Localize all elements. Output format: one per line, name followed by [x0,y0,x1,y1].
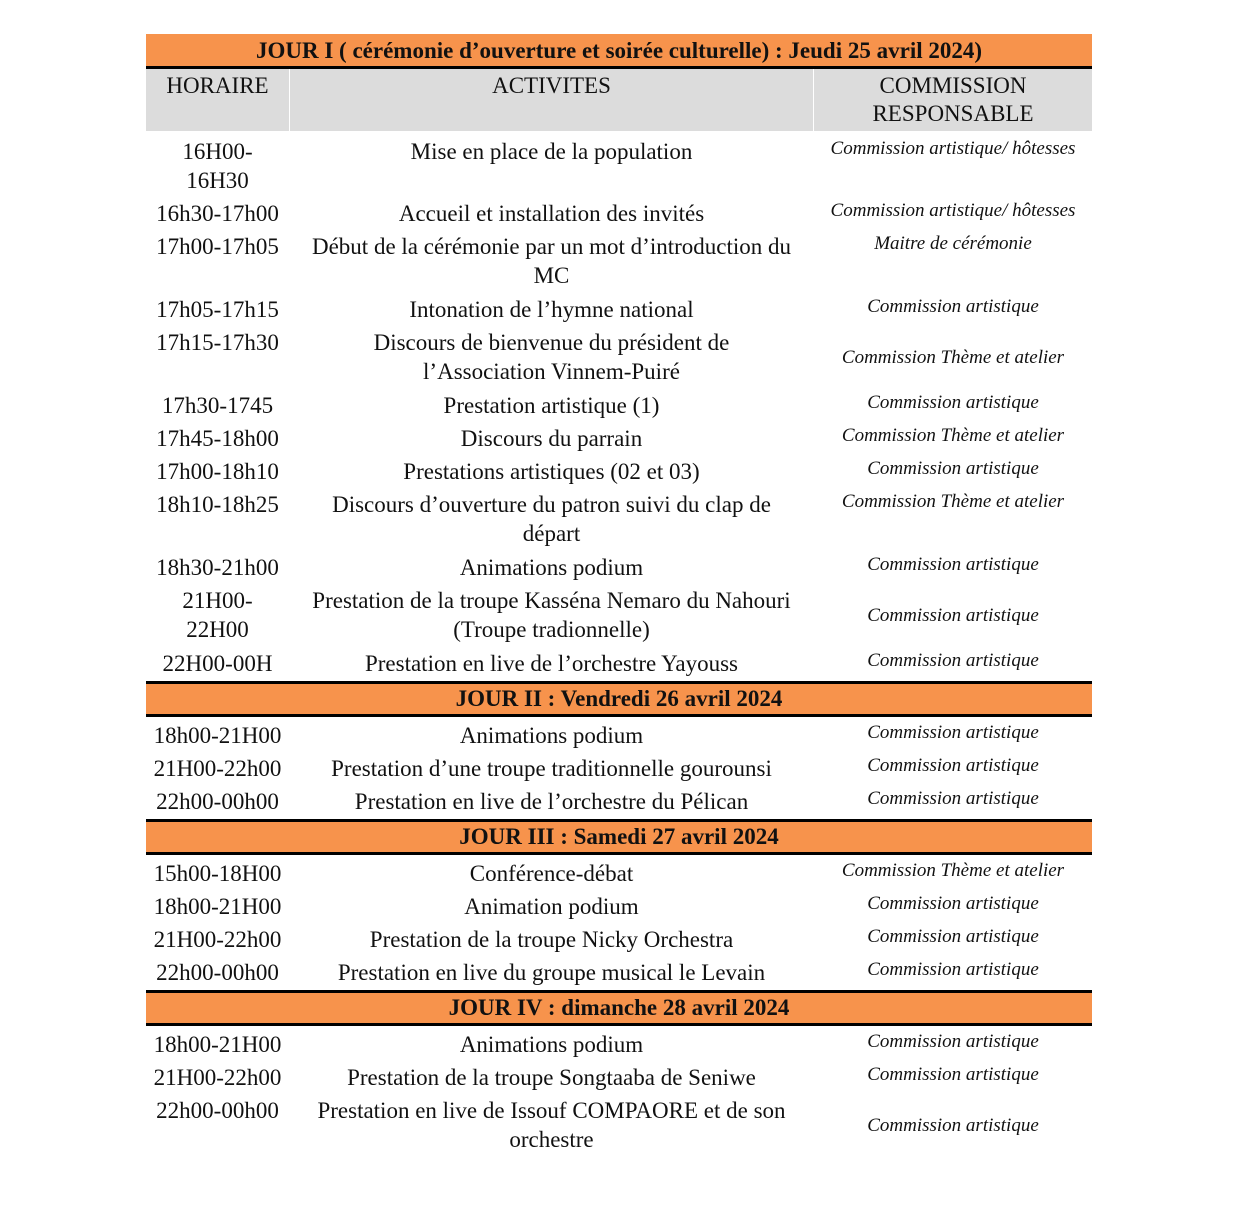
row-activity: Animation podium [464,894,639,919]
row-commission: Commission Thème et atelier [841,491,1065,512]
table-row [146,584,1092,647]
row-time: 17h15-17h30 [156,330,279,355]
row-time: 17h00-17h05 [156,234,279,259]
table-row [146,135,1092,197]
table-row [146,785,1092,817]
row-time: 17h00-18h10 [156,459,279,484]
column-horaire: HORAIRE [146,69,290,131]
row-commission: Commission artistique [867,554,1039,575]
row-activity: Prestation en live de Issouf COMPAORE et de son orchestre [317,1098,786,1152]
row-commission: Commission artistique [867,1064,1039,1085]
row-time: 22h00-00h00 [156,789,279,814]
row-time: 17h30-1745 [161,393,274,418]
row-activity: Mise en place de la population [410,139,693,164]
row-time: 22h00-00h00 [156,1098,279,1123]
row-activity: Prestations artistiques (02 et 03) [403,459,700,484]
table-row [146,293,1092,326]
row-activity: Animations podium [459,723,644,748]
row-activity: Prestation de la troupe Nicky Orchestra [369,927,734,952]
table-row [146,1094,1092,1157]
row-commission: Commission Thème et atelier [841,346,1065,368]
table-row [146,923,1092,956]
row-commission: Commission artistique [867,959,1039,980]
row-commission: Commission artistique [867,458,1039,479]
row-commission: Maitre de cérémonie [874,233,1032,254]
row-time: 18h30-21h00 [156,555,279,580]
row-commission: Commission artistique/ hôtesses [830,200,1076,221]
table-row [146,1028,1092,1061]
table-row [146,197,1092,230]
program-table [146,34,1092,1159]
row-time: 17h05-17h15 [156,297,279,322]
row-time: 16h30-17h00 [156,201,279,226]
table-row [146,1061,1092,1094]
row-activity: Animations podium [459,555,644,580]
row-activity: Prestation de la troupe Kasséna Nemaro du Nahouri (Troupe tradionnelle) [312,588,791,642]
row-time: 21H00-22H00 [182,588,253,642]
day-1-rows [146,131,1092,681]
row-time: 18h00-21H00 [153,1032,282,1057]
row-activity: Discours du parrain [460,426,643,451]
row-activity: Accueil et installation des invités [398,201,705,226]
day-1-header: JOUR I ( cérémonie d’ouverture et soirée culturelle) : Jeudi 25 avril 2024) [146,34,1092,69]
row-commission: Commission artistique [867,755,1039,776]
row-time: 17h45-18h00 [156,426,279,451]
row-activity: Début de la cérémonie par un mot d’introduction du MC [311,234,792,288]
table-row [146,890,1092,923]
table-row [146,455,1092,488]
day-3-header: JOUR III : Samedi 27 avril 2024 [146,819,1092,855]
row-activity: Discours d’ouverture du patron suivi du clap de départ [332,492,771,546]
row-commission: Commission artistique [867,392,1039,413]
row-activity: Discours de bienvenue du président de l’Association Vinnem-Puiré [373,330,730,384]
row-commission: Commission artistique [867,788,1039,809]
row-time: 18h00-21H00 [153,723,282,748]
row-time: 21H00-22h00 [153,1065,282,1090]
row-activity: Prestation en live de l’orchestre Yayouss [364,651,739,676]
row-commission: Commission Thème et atelier [841,425,1065,446]
row-activity: Animations podium [459,1032,644,1057]
day-2-rows [146,717,1092,819]
row-commission: Commission artistique [867,722,1039,743]
row-activity: Intonation de l’hymne national [409,297,694,322]
table-row [146,956,1092,988]
row-commission: Commission artistique [867,1031,1039,1052]
row-commission: Commission artistique [867,650,1039,671]
day-3-rows [146,855,1092,990]
row-time: 15h00-18H00 [153,861,282,886]
row-activity: Prestation en live de l’orchestre du Pélican [354,789,749,814]
table-row [146,857,1092,890]
table-row [146,752,1092,785]
row-activity: Prestation d’une troupe traditionnelle gourounsi [331,756,772,781]
row-commission: Commission artistique [867,1114,1039,1136]
row-commission: Commission artistique/ hôtesses [830,138,1076,159]
table-row [146,647,1092,679]
table-row [146,551,1092,584]
table-row [146,719,1092,752]
day-4-header: JOUR IV : dimanche 28 avril 2024 [146,990,1092,1026]
table-row [146,326,1092,389]
column-commission: COMMISSION RESPONSABLE [872,73,1034,126]
row-time: 21H00-22h00 [153,756,282,781]
table-row [146,389,1092,422]
row-time: 18h00-21H00 [153,894,282,919]
row-time: 22H00-00H [162,651,273,676]
row-commission: Commission artistique [867,926,1039,947]
row-commission: Commission artistique [867,893,1039,914]
table-row [146,230,1092,293]
table-row [146,488,1092,551]
day-2-header: JOUR II : Vendredi 26 avril 2024 [146,681,1092,717]
day-4-rows [146,1026,1092,1159]
row-activity: Prestation en live du groupe musical le Levain [337,960,766,985]
row-activity: Conférence-débat [469,861,634,886]
column-headers [146,69,1092,131]
row-time: 22h00-00h00 [156,960,279,985]
row-commission: Commission artistique [867,296,1039,317]
row-commission: Commission artistique [867,604,1039,626]
row-time: 16H00-16H30 [182,139,253,193]
row-commission: Commission Thème et atelier [841,860,1065,881]
table-row [146,422,1092,455]
row-time: 21H00-22h00 [153,927,282,952]
column-activites: ACTIVITES [290,69,814,131]
row-activity: Prestation de la troupe Songtaaba de Seniwe [347,1065,756,1090]
row-activity: Prestation artistique (1) [443,393,660,418]
row-time: 18h10-18h25 [156,492,279,517]
